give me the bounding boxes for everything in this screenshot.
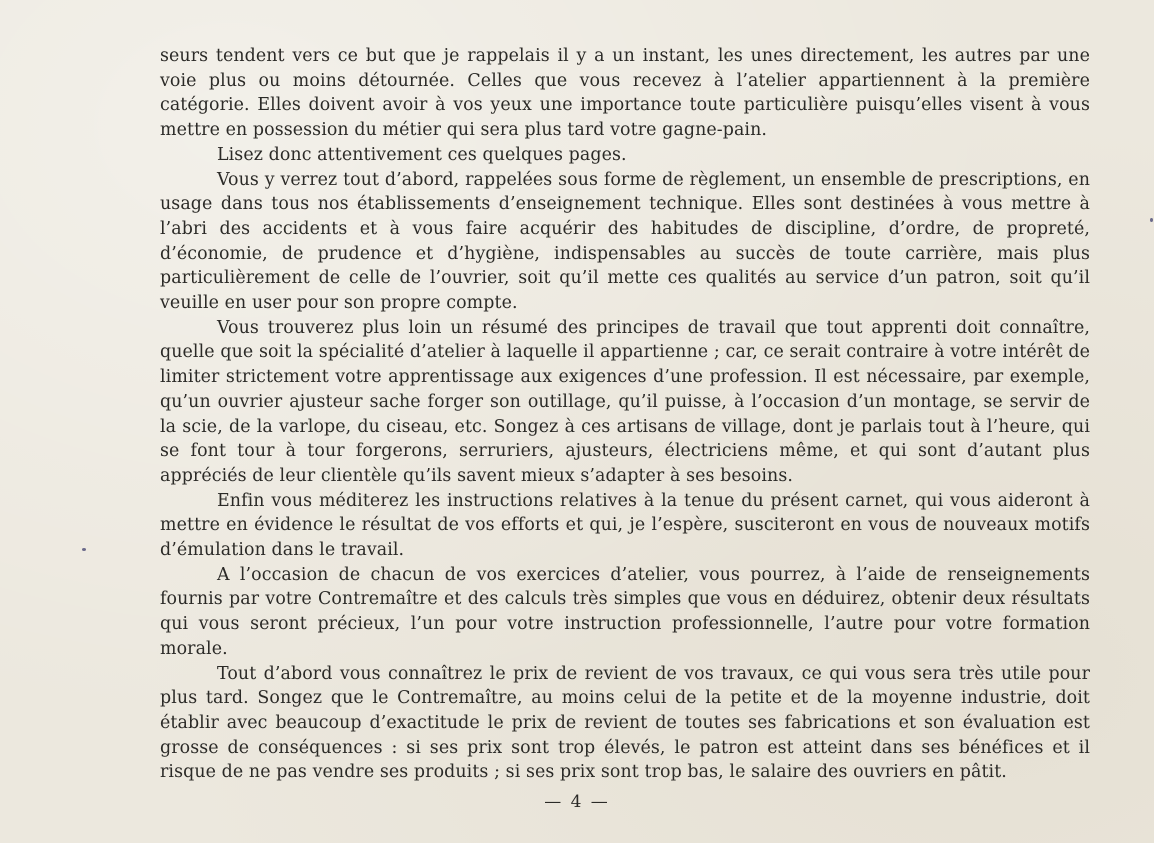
- ink-speck: [1150, 218, 1153, 222]
- body-text: [160, 44, 1090, 785]
- paragraph-continuation: seurs tendent vers ce but que je rappelais il y a un instant, les unes directement, les autres par une voie plus ou moins détournée. Celles que vous recevez à l’atelier appartiennent à la première catégorie. Elles doivent avoir à vos yeux une importance toute particulière puisqu’elles visent à vous mettre en possession du métier qui sera plus tard votre gagne-pain.: [160, 46, 1090, 141]
- paragraph-workshop-exercises: A l’occasion de chacun de vos exercices d’atelier, vous pourrez, à l’aide de renseignements fournis par votre Contremaître et des calculs très simples que vous en déduirez, obtenir deux résultats qui vous seront précieux, l’un pour votre instruction professionnelle, l’autre pour votre formation morale.: [160, 564, 1090, 659]
- paragraph-read-pages: Lisez donc attentivement ces quelques pages.: [217, 144, 627, 165]
- page-number: — 4 —: [544, 792, 610, 812]
- paragraph-notebook-instructions: Enfin vous méditerez les instructions relatives à la tenue du présent carnet, qui vous aideront à mettre en évidence le résultat de vos efforts et qui, je l’espère, susciteront en vous de nouveaux motifs d’émulation dans le travail.: [160, 490, 1090, 561]
- ink-speck: [82, 548, 86, 551]
- paragraph-work-principles: Vous trouverez plus loin un résumé des principes de travail que tout apprenti doit connaître, quelle que soit la spécialité d’atelier à laquelle il appartienne ; car, ce serait contraire à votre intérêt de limiter strictement votre apprentissage aux exigences d’une profession. Il est nécessaire, par exemple, qu’un ouvrier ajusteur sache forger son outillage, qu’il puisse, à l’occasion d’un montage, se servir de la scie, de la varlope, du ciseau, etc. Songez à ces artisans de village, dont je parlais tout à l’heure, qui se font tour à tour forgerons, serruriers, ajusteurs, électriciens même, et qui sont d’autant plus appréciés de leur clientèle qu’ils savent mieux s’adapter à ses besoins.: [160, 317, 1090, 486]
- paragraph-regulations: Vous y verrez tout d’abord, rappelées sous forme de règlement, un ensemble de prescriptions, en usage dans tous nos établissements d’enseignement technique. Elles sont destinées à vous mettre à l’abri des accidents et à vous faire acquérir des habitudes de discipline, d’ordre, de propreté, d’économie, de prudence et d’hygiène, indispensables au succès de toute carrière, mais plus particulièrement de celle de l’ouvrier, soit qu’il mette ces qualités au service d’un patron, soit qu’il veuille en user pour son propre compte.: [160, 169, 1090, 314]
- paragraph-cost-price: Tout d’abord vous connaîtrez le prix de revient de vos travaux, ce qui vous sera très utile pour plus tard. Songez que le Contremaître, au moins celui de la petite et de la moyenne industrie, doit établir avec beaucoup d’exactitude le prix de revient de toutes ses fabrications et son évaluation est grosse de conséquences : si ses prix sont trop élevés, le patron est atteint dans ses bénéfices et il risque de ne pas vendre ses produits ; si ses prix sont trop bas, le salaire des ouvriers en pâtit.: [160, 663, 1090, 783]
